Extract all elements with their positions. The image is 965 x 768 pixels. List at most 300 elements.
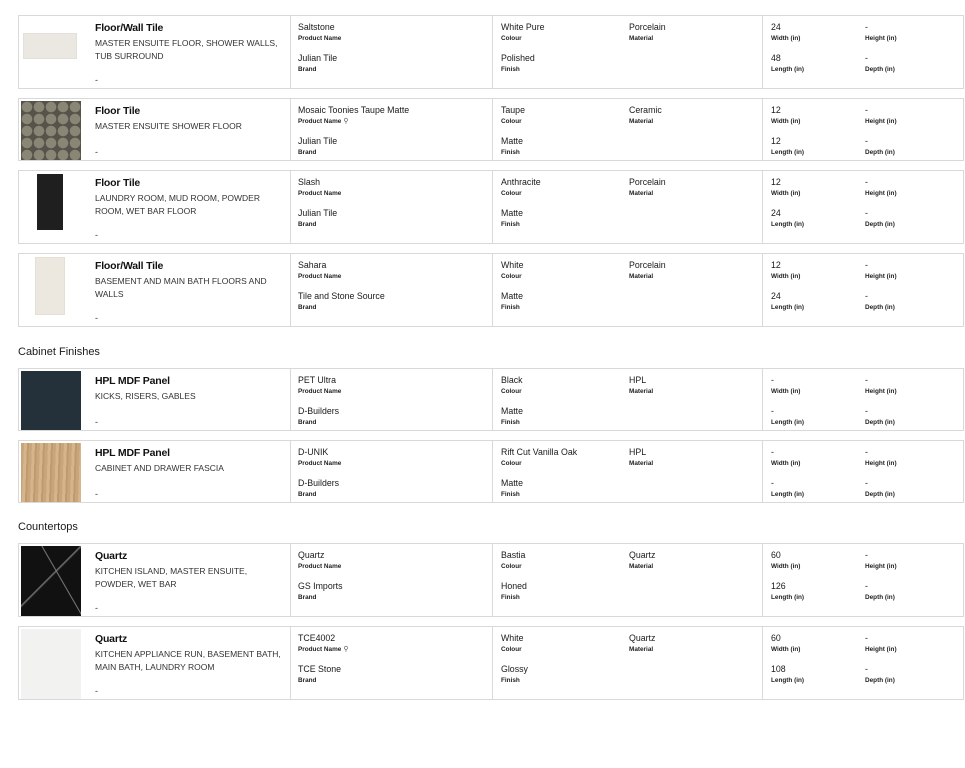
height-label: [865, 189, 897, 198]
column-divider: [290, 254, 291, 326]
width-label-text: Width (in): [771, 190, 801, 197]
depth-label: [865, 418, 895, 427]
brand-value: Julian Tile: [298, 53, 338, 63]
item-title: HPL MDF Panel: [95, 447, 170, 459]
column-divider: [290, 441, 291, 502]
colour-value: Black: [501, 375, 523, 385]
material: [629, 105, 662, 126]
width-label: [771, 387, 800, 396]
width-value: 24: [771, 22, 781, 32]
column-divider: [762, 627, 763, 699]
finish-label-text: Finish: [501, 304, 520, 311]
depth-label-text: Depth (in): [865, 304, 895, 311]
schedule-row[interactable]: [18, 15, 964, 89]
colour-label: [501, 117, 525, 126]
colour: [501, 633, 524, 654]
schedule-row[interactable]: [18, 98, 964, 161]
item-location: BASEMENT AND MAIN BATH FLOORS AND WALLS: [95, 276, 267, 299]
material: [629, 447, 653, 468]
depth-label-text: Depth (in): [865, 677, 895, 684]
depth-label-text: Depth (in): [865, 149, 895, 156]
item-description: [95, 375, 285, 403]
brand-value: TCE Stone: [298, 664, 342, 674]
depth-label-text: Depth (in): [865, 221, 895, 228]
link-icon[interactable]: ⚲: [343, 118, 349, 125]
item-note: -: [95, 489, 98, 499]
length-value: 108: [771, 664, 786, 674]
material-label: [629, 34, 666, 43]
colour-label-text: Colour: [501, 35, 522, 42]
item-location: MASTER ENSUITE FLOOR, SHOWER WALLS, TUB SURROUND: [95, 38, 278, 61]
material-swatch-image: [21, 443, 81, 502]
product-name: [298, 447, 341, 468]
colour-label-text: Colour: [501, 460, 522, 467]
height: [865, 375, 897, 396]
brand-value: GS Imports: [298, 581, 343, 591]
brand-label-text: Brand: [298, 491, 317, 498]
width: [771, 177, 800, 198]
height-label-text: Height (in): [865, 460, 897, 467]
brand-label-text: Brand: [298, 221, 317, 228]
width-label-text: Width (in): [771, 460, 801, 467]
length: [771, 291, 804, 312]
material-label-text: Material: [629, 563, 654, 570]
height-label: [865, 459, 897, 468]
material-value: HPL: [629, 375, 647, 385]
width-label-text: Width (in): [771, 563, 801, 570]
colour-label-text: Colour: [501, 273, 522, 280]
length: [771, 208, 804, 229]
width-label-text: Width (in): [771, 646, 801, 653]
brand-label: [298, 593, 342, 602]
length-label: [771, 418, 804, 427]
height-value: -: [865, 447, 868, 457]
item-title: HPL MDF Panel: [95, 375, 170, 387]
finish-label: [501, 303, 523, 312]
finish-value: Polished: [501, 53, 535, 63]
material-label: [629, 387, 653, 396]
depth: [865, 478, 895, 499]
height-label: [865, 34, 897, 43]
height-label-text: Height (in): [865, 190, 897, 197]
height-value: -: [865, 550, 868, 560]
finish-value: Honed: [501, 581, 527, 591]
depth-label: [865, 303, 895, 312]
height-label-text: Height (in): [865, 118, 897, 125]
width: [771, 550, 800, 571]
column-divider: [290, 544, 291, 616]
height: [865, 260, 897, 281]
material-label-text: Material: [629, 118, 654, 125]
column-divider: [492, 441, 493, 502]
colour-label: [501, 387, 523, 396]
colour-value: White: [501, 633, 524, 643]
width-label-text: Width (in): [771, 118, 801, 125]
colour: [501, 22, 545, 43]
width: [771, 260, 800, 281]
width-value: 12: [771, 260, 781, 270]
item-note: -: [95, 417, 98, 427]
brand-value: Julian Tile: [298, 136, 338, 146]
depth: [865, 406, 895, 427]
material-label-text: Material: [629, 190, 654, 197]
product-name-value: PET Ultra: [298, 375, 336, 385]
length-value: 48: [771, 53, 781, 63]
finish-label-text: Finish: [501, 594, 520, 601]
column-divider: [762, 369, 763, 430]
length-value: 24: [771, 208, 781, 218]
material-label: [629, 117, 662, 126]
material-label-text: Material: [629, 273, 654, 280]
width-value: 60: [771, 550, 781, 560]
height-value: -: [865, 633, 868, 643]
material-value: HPL: [629, 447, 647, 457]
finish: [501, 208, 523, 229]
finish: [501, 478, 523, 499]
item-description: [95, 105, 285, 133]
material-swatch-image: [21, 371, 81, 430]
finish: [501, 53, 535, 74]
width-label: [771, 189, 800, 198]
material-value: Quartz: [629, 633, 656, 643]
depth-value: -: [865, 53, 868, 63]
depth-value: -: [865, 136, 868, 146]
length-label-text: Length (in): [771, 149, 805, 156]
column-divider: [290, 16, 291, 88]
material-label: [629, 562, 655, 571]
depth-label-text: Depth (in): [865, 491, 895, 498]
length-label: [771, 676, 804, 685]
colour-value: Bastia: [501, 550, 526, 560]
length: [771, 581, 804, 602]
colour: [501, 550, 525, 571]
brand-label: [298, 65, 337, 74]
product-name-value: TCE4002: [298, 633, 336, 643]
height: [865, 633, 897, 654]
section-heading: Cabinet Finishes: [18, 346, 100, 358]
product-name: [298, 550, 341, 571]
depth-label: [865, 148, 895, 157]
colour-value: Anthracite: [501, 177, 541, 187]
product-name-label: [298, 117, 409, 126]
column-divider: [492, 99, 493, 160]
height: [865, 22, 897, 43]
product-name-value: D-UNIK: [298, 447, 329, 457]
height-label-text: Height (in): [865, 646, 897, 653]
height-label-text: Height (in): [865, 388, 897, 395]
length-label: [771, 303, 804, 312]
item-description: [95, 260, 285, 300]
brand-label: [298, 148, 337, 157]
length: [771, 664, 804, 685]
height-label: [865, 645, 897, 654]
length-label-text: Length (in): [771, 594, 805, 601]
length-value: 24: [771, 291, 781, 301]
width-value: 60: [771, 633, 781, 643]
item-location: KITCHEN ISLAND, MASTER ENSUITE, POWDER, WET BAR: [95, 566, 248, 589]
colour: [501, 260, 524, 281]
length-value: -: [771, 478, 774, 488]
finish: [501, 581, 527, 602]
product-name-label-text: Product Name: [298, 563, 342, 570]
height-label: [865, 562, 897, 571]
column-divider: [762, 254, 763, 326]
item-location: KICKS, RISERS, GABLES: [95, 391, 196, 401]
length-value: -: [771, 406, 774, 416]
brand: [298, 53, 337, 74]
colour-label: [501, 189, 541, 198]
brand-label-text: Brand: [298, 66, 317, 73]
length-label: [771, 490, 804, 499]
finish-label: [501, 220, 523, 229]
item-note: -: [95, 147, 98, 157]
schedule-row[interactable]: [18, 543, 964, 617]
column-divider: [492, 16, 493, 88]
column-divider: [290, 627, 291, 699]
product-name-label-text: Product Name: [298, 35, 342, 42]
material-label: [629, 272, 666, 281]
finish-label: [501, 593, 527, 602]
item-location: KITCHEN APPLIANCE RUN, BASEMENT BATH, MAIN BATH, LAUNDRY ROOM: [95, 649, 281, 672]
material: [629, 260, 666, 281]
item-title: Quartz: [95, 550, 128, 562]
height-value: -: [865, 22, 868, 32]
material-value: Ceramic: [629, 105, 662, 115]
finish-label: [501, 676, 528, 685]
finish-label-text: Finish: [501, 66, 520, 73]
colour: [501, 375, 523, 396]
length-label: [771, 593, 804, 602]
colour-label-text: Colour: [501, 118, 522, 125]
colour-label-text: Colour: [501, 388, 522, 395]
brand-label-text: Brand: [298, 149, 317, 156]
depth-value: -: [865, 581, 868, 591]
height: [865, 447, 897, 468]
item-description: [95, 550, 285, 590]
brand: [298, 664, 341, 685]
product-name: [298, 22, 341, 43]
product-name-label-text: Product Name: [298, 190, 342, 197]
brand: [298, 478, 339, 499]
material-swatch-image: [37, 174, 63, 230]
depth: [865, 53, 895, 74]
column-divider: [762, 441, 763, 502]
schedule-row[interactable]: [18, 253, 964, 327]
finish-label-text: Finish: [501, 221, 520, 228]
item-description: [95, 633, 285, 673]
brand-label: [298, 676, 341, 685]
product-name-label-text: Product Name: [298, 646, 342, 653]
item-description: [95, 447, 285, 475]
length-label-text: Length (in): [771, 677, 805, 684]
length: [771, 136, 804, 157]
column-divider: [762, 171, 763, 243]
depth-label: [865, 65, 895, 74]
finish-label: [501, 65, 535, 74]
width-label: [771, 459, 800, 468]
width-label: [771, 272, 800, 281]
product-name-label: [298, 645, 348, 654]
length: [771, 406, 804, 427]
finish: [501, 406, 523, 427]
width-label: [771, 117, 800, 126]
material-swatch-image: [21, 629, 81, 699]
finish-label: [501, 418, 523, 427]
material: [629, 633, 655, 654]
depth-label-text: Depth (in): [865, 66, 895, 73]
item-title: Floor Tile: [95, 105, 141, 117]
width: [771, 633, 800, 654]
width-label: [771, 34, 800, 43]
depth-label: [865, 593, 895, 602]
finish: [501, 291, 523, 312]
product-name: [298, 260, 341, 281]
column-divider: [290, 99, 291, 160]
product-name-label: [298, 562, 341, 571]
length-label-text: Length (in): [771, 491, 805, 498]
product-name-label-text: Product Name: [298, 118, 342, 125]
material-value: Porcelain: [629, 177, 666, 187]
material: [629, 550, 655, 571]
product-name-value: Quartz: [298, 550, 325, 560]
height-label-text: Height (in): [865, 563, 897, 570]
finish: [501, 136, 523, 157]
product-name-label-text: Product Name: [298, 388, 342, 395]
depth-value: -: [865, 406, 868, 416]
depth-label: [865, 220, 895, 229]
depth-value: -: [865, 478, 868, 488]
finish-label: [501, 148, 523, 157]
brand: [298, 291, 385, 312]
schedule-row[interactable]: [18, 170, 964, 244]
brand-value: D-Builders: [298, 478, 340, 488]
brand-label-text: Brand: [298, 304, 317, 311]
column-divider: [762, 99, 763, 160]
column-divider: [492, 627, 493, 699]
colour-label: [501, 459, 577, 468]
colour-label-text: Colour: [501, 563, 522, 570]
material-label: [629, 459, 653, 468]
brand: [298, 581, 342, 602]
finish-label-text: Finish: [501, 677, 520, 684]
depth: [865, 664, 895, 685]
material-label: [629, 189, 666, 198]
brand-value: Julian Tile: [298, 208, 338, 218]
item-note: -: [95, 75, 98, 85]
material: [629, 177, 666, 198]
item-note: -: [95, 230, 98, 240]
colour: [501, 177, 541, 198]
material-label-text: Material: [629, 388, 654, 395]
height-label: [865, 272, 897, 281]
schedule-row[interactable]: [18, 440, 964, 503]
schedule-row[interactable]: [18, 626, 964, 700]
product-name-label: [298, 459, 341, 468]
product-name-label-text: Product Name: [298, 273, 342, 280]
length-label-text: Length (in): [771, 304, 805, 311]
depth-value: -: [865, 291, 868, 301]
finish-value: Matte: [501, 136, 524, 146]
finish-value: Matte: [501, 406, 524, 416]
item-title: Floor Tile: [95, 177, 141, 189]
item-location: MASTER ENSUITE SHOWER FLOOR: [95, 121, 242, 131]
width-label-text: Width (in): [771, 388, 801, 395]
product-name: [298, 375, 341, 396]
item-note: -: [95, 603, 98, 613]
colour: [501, 105, 525, 126]
width: [771, 22, 800, 43]
section-heading: Countertops: [18, 521, 78, 533]
item-title: Floor/Wall Tile: [95, 260, 164, 272]
column-divider: [492, 369, 493, 430]
product-name: [298, 177, 341, 198]
product-name-label: [298, 387, 341, 396]
brand-label: [298, 303, 385, 312]
colour-value: Taupe: [501, 105, 525, 115]
height-label-text: Height (in): [865, 273, 897, 280]
link-icon[interactable]: ⚲: [343, 646, 349, 653]
finish-label: [501, 490, 523, 499]
colour-label-text: Colour: [501, 646, 522, 653]
material-label-text: Material: [629, 646, 654, 653]
product-name-label-text: Product Name: [298, 460, 342, 467]
width-value: -: [771, 375, 774, 385]
brand: [298, 208, 337, 229]
material: [629, 375, 653, 396]
width-value: -: [771, 447, 774, 457]
column-divider: [492, 544, 493, 616]
finish-label-text: Finish: [501, 149, 520, 156]
item-title: Quartz: [95, 633, 128, 645]
item-description: [95, 22, 285, 62]
finish-value: Matte: [501, 291, 524, 301]
product-name-label: [298, 272, 341, 281]
material-label-text: Material: [629, 35, 654, 42]
length: [771, 478, 804, 499]
material-swatch-image: [21, 546, 81, 616]
item-note: -: [95, 686, 98, 696]
colour-value: White: [501, 260, 524, 270]
depth-label-text: Depth (in): [865, 594, 895, 601]
length-label-text: Length (in): [771, 221, 805, 228]
width-label: [771, 562, 800, 571]
height-value: -: [865, 105, 868, 115]
brand-label: [298, 418, 339, 427]
brand-label: [298, 490, 339, 499]
colour-label: [501, 272, 524, 281]
length-label: [771, 220, 804, 229]
brand-label-text: Brand: [298, 677, 317, 684]
material-label: [629, 645, 655, 654]
width-label-text: Width (in): [771, 35, 801, 42]
colour-label: [501, 645, 524, 654]
product-name-value: Slash: [298, 177, 321, 187]
width: [771, 375, 800, 396]
width: [771, 447, 800, 468]
schedule-row[interactable]: [18, 368, 964, 431]
item-location: CABINET AND DRAWER FASCIA: [95, 463, 224, 473]
depth-label: [865, 490, 895, 499]
depth: [865, 208, 895, 229]
height-value: -: [865, 177, 868, 187]
product-name: [298, 105, 409, 126]
height: [865, 550, 897, 571]
height-label: [865, 117, 897, 126]
column-divider: [290, 369, 291, 430]
length-label: [771, 148, 804, 157]
column-divider: [492, 254, 493, 326]
product-name: [298, 633, 348, 654]
